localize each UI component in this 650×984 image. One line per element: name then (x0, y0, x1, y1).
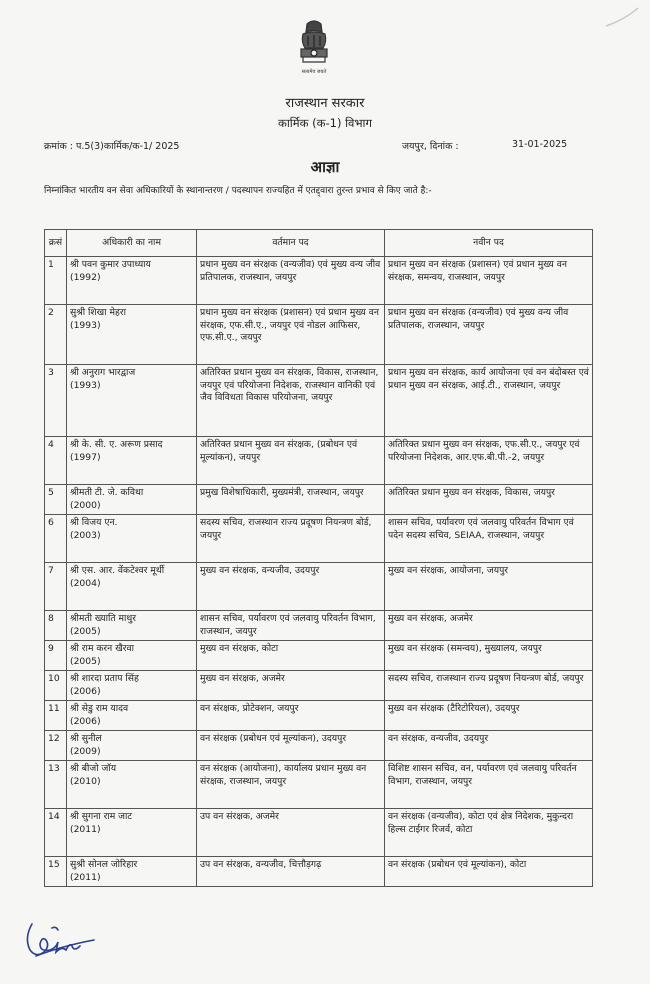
cell-serial-number: 9 (45, 641, 67, 671)
cell-officer (67, 809, 197, 857)
cell-officer (67, 305, 197, 365)
officer-name: श्री अनुराग भारद्वाज (70, 367, 136, 378)
order-date: 31-01-2025 (512, 139, 568, 150)
cell-serial-number: 13 (45, 761, 67, 809)
cell-new-post: प्रधान मुख्य वन संरक्षक (वन्यजीव) एवं मुख्य वन्य जीव प्रतिपालक, राजस्थान, जयपुर (385, 305, 593, 365)
officer-batch-year: (2010) (70, 775, 101, 787)
officer-batch-year: (2004) (70, 577, 101, 589)
cell-current-post: प्रधान मुख्य वन संरक्षक (वन्यजीव) एवं मुख्य वन्य जीव प्रतिपालक, राजस्थान, जयपुर (197, 257, 385, 305)
cell-officer (67, 365, 197, 437)
cell-current-post: अतिरिक्त प्रधान मुख्य वन संरक्षक, (प्रबोधन एवं मूल्यांकन), जयपुर (197, 437, 385, 485)
officer-batch-year: (2011) (70, 823, 101, 835)
officer-name: श्री सुनील (70, 733, 102, 744)
officer-batch-year: (2000) (70, 499, 101, 511)
cell-current-post: मुख्य वन संरक्षक, अजमेर (197, 671, 385, 701)
officer-batch-year: (1993) (70, 379, 101, 391)
table-row (45, 563, 593, 611)
cell-officer (67, 257, 197, 305)
cell-current-post: उप वन संरक्षक, अजमेर (197, 809, 385, 857)
table-row (45, 305, 593, 365)
table-row (45, 731, 593, 761)
cell-serial-number: 8 (45, 611, 67, 641)
cell-current-post: शासन सचिव, पर्यावरण एवं जलवायु परिवर्तन विभाग, राजस्थान, जयपुर (197, 611, 385, 641)
cell-new-post: वन संरक्षक (प्रबोधन एवं मूल्यांकन), कोटा (385, 857, 593, 887)
cell-new-post: प्रधान मुख्य वन संरक्षक, कार्य आयोजना एवं वन बंदोबस्त एवं प्रधान मुख्य वन संरक्षक, आई.टी., राजस्थान, जयपुर (385, 365, 593, 437)
table-row (45, 641, 593, 671)
officer-batch-year: (2006) (70, 715, 101, 727)
officer-name: श्रीमती ख्याति माथुर (70, 613, 137, 624)
table-row (45, 257, 593, 305)
order-intro: निम्नांकित भारतीय वन सेवा अधिकारियों के स्थानान्तरण / पदस्थापन राज्यहित में एतद्द्वारा तुरन्त प्रभाव से किए जाते है:- (44, 186, 432, 196)
cell-officer (67, 701, 197, 731)
cell-new-post: वन संरक्षक (वन्यजीव), कोटा एवं क्षेत्र निदेशक, मुकुन्दरा हिल्स टाईगर रिजर्व, कोटा (385, 809, 593, 857)
officer-name: श्री बीजो जॉय (70, 763, 117, 774)
column-header-new-post: नवीन पद (385, 230, 593, 257)
table-row (45, 485, 593, 515)
cell-officer (67, 485, 197, 515)
column-header-name: अधिकारी का नाम (67, 230, 197, 257)
cell-serial-number: 5 (45, 485, 67, 515)
cell-new-post: विशिष्ट शासन सचिव, वन, पर्यावरण एवं जलवायु परिवर्तन विभाग, राजस्थान, जयपुर (385, 761, 593, 809)
officer-batch-year: (1993) (70, 319, 101, 331)
cell-serial-number: 10 (45, 671, 67, 701)
table-row (45, 761, 593, 809)
cell-serial-number: 7 (45, 563, 67, 611)
cell-serial-number: 1 (45, 257, 67, 305)
department-title: कार्मिक (क-1) विभाग (278, 116, 372, 130)
officer-name: श्री सेडु राम यादव (70, 703, 129, 714)
cell-new-post: अतिरिक्त प्रधान मुख्य वन संरक्षक, विकास, जयपुर (385, 485, 593, 515)
signature-image (22, 916, 97, 964)
officer-batch-year: (2011) (70, 871, 101, 883)
officer-batch-year: (1992) (70, 271, 101, 283)
officer-batch-year: (2009) (70, 745, 101, 757)
cell-new-post: मुख्य वन संरक्षक (समन्वय), मुख्यालय, जयपुर (385, 641, 593, 671)
cell-current-post: वन संरक्षक (आयोजना), कार्यालय प्रधान मुख्य वन संरक्षक, राजस्थान, जयपुर (197, 761, 385, 809)
cell-officer (67, 641, 197, 671)
ashoka-emblem-icon (293, 18, 335, 78)
officer-name: श्री एस. आर. वेंकटेश्वर मूर्थी (70, 565, 165, 576)
cell-serial-number: 6 (45, 515, 67, 563)
cell-officer (67, 611, 197, 641)
cell-serial-number: 12 (45, 731, 67, 761)
cell-officer (67, 563, 197, 611)
cell-new-post: मुख्य वन संरक्षक (टैरिटोरियल), उदयपुर (385, 701, 593, 731)
table-row (45, 611, 593, 641)
table-header-row (45, 230, 593, 257)
cell-new-post: मुख्य वन संरक्षक, अजमेर (385, 611, 593, 641)
officer-name: श्री के. सी. ए. अरूण प्रसाद (70, 439, 163, 450)
column-header-current-post: वर्तमान पद (197, 230, 385, 257)
officer-name: श्री शारदा प्रताप सिंह (70, 673, 139, 684)
cell-serial-number: 11 (45, 701, 67, 731)
cell-new-post: प्रधान मुख्य वन संरक्षक (प्रशासन) एवं प्रधान मुख्य वन संरक्षक, समन्वय, राजस्थान, जयपुर (385, 257, 593, 305)
officer-name: श्री पवन कुमार उपाध्याय (70, 259, 151, 270)
officer-batch-year: (2003) (70, 529, 101, 541)
table-row (45, 671, 593, 701)
cell-new-post: शासन सचिव, पर्यावरण एवं जलवायु परिवर्तन विभाग एवं पदेन सदस्य सचिव, SEIAA, राजस्थान, जयपुर (385, 515, 593, 563)
cell-current-post: अतिरिक्त प्रधान मुख्य वन संरक्षक, विकास, राजस्थान, जयपुर एवं परियोजना निदेशक, राजस्थान वानिकी एवं जैव विविधता विकास परियोजना, जयपुर (197, 365, 385, 437)
cell-serial-number: 2 (45, 305, 67, 365)
officer-name: श्री सुगना राम जाट (70, 811, 132, 822)
officer-name: श्री विजय एन. (70, 517, 118, 528)
transfer-table (44, 229, 593, 887)
officer-name: सुश्री शिखा मेहरा (70, 307, 126, 318)
table-row (45, 437, 593, 485)
officer-name: श्री राम करन खैरवा (70, 643, 134, 654)
government-title: राजस्थान सरकार (285, 96, 365, 111)
page-corner-mark (602, 6, 642, 28)
cell-serial-number: 15 (45, 857, 67, 887)
cell-current-post: सदस्य सचिव, राजस्थान राज्य प्रदूषण नियन्त्रण बोर्ड, जयपुर (197, 515, 385, 563)
officer-batch-year: (2006) (70, 685, 101, 697)
reference-number: क्रमांक : प.5(3)कार्मिक/क-1/ 2025 (44, 141, 180, 152)
officer-batch-year: (2005) (70, 655, 101, 667)
column-header-sn: क्रसं (45, 230, 67, 257)
place-label: जयपुर, दिनांक : (402, 141, 459, 152)
officer-batch-year: (2005) (70, 625, 101, 637)
cell-officer (67, 437, 197, 485)
cell-officer (67, 857, 197, 887)
table-row (45, 515, 593, 563)
officer-batch-year: (1997) (70, 451, 101, 463)
cell-officer (67, 761, 197, 809)
cell-serial-number: 3 (45, 365, 67, 437)
table-row (45, 809, 593, 857)
table-row (45, 701, 593, 731)
cell-serial-number: 4 (45, 437, 67, 485)
officer-name: श्रीमती टी. जे. कविथा (70, 487, 144, 498)
cell-new-post: मुख्य वन संरक्षक, आयोजना, जयपुर (385, 563, 593, 611)
cell-current-post: प्रमुख विशेषाधिकारी, मुख्यमंत्री, राजस्थान, जयपुर (197, 485, 385, 515)
cell-current-post: उप वन संरक्षक, वन्यजीव, चित्तौड़गढ़ (197, 857, 385, 887)
officer-name: सुश्री सोनल जोरिहार (70, 859, 138, 870)
cell-officer (67, 731, 197, 761)
cell-officer (67, 671, 197, 701)
cell-new-post: वन संरक्षक, वन्यजीव, उदयपुर (385, 731, 593, 761)
cell-serial-number: 14 (45, 809, 67, 857)
cell-current-post: मुख्य वन संरक्षक, कोटा (197, 641, 385, 671)
cell-new-post: सदस्य सचिव, राजस्थान राज्य प्रदूषण नियन्त्रण बोर्ड, जयपुर (385, 671, 593, 701)
cell-current-post: वन संरक्षक (प्रबोधन एवं मूल्यांकन), उदयपुर (197, 731, 385, 761)
cell-current-post: मुख्य वन संरक्षक, वन्यजीव, उदयपुर (197, 563, 385, 611)
cell-officer (67, 515, 197, 563)
cell-current-post: प्रधान मुख्य वन संरक्षक (प्रशासन) एवं प्रधान मुख्य वन संरक्षक, एफ.सी.ए., जयपुर एवं नोडल आफिसर, एफ.सी.ए., जयपुर (197, 305, 385, 365)
table-body (45, 257, 593, 887)
table-row (45, 857, 593, 887)
order-title: आज्ञा (310, 158, 340, 176)
cell-new-post: अतिरिक्त प्रधान मुख्य वन संरक्षक, एफ.सी.ए., जयपुर एवं परियोजना निदेशक, आर.एफ.बी.पी.-2, जयपुर (385, 437, 593, 485)
cell-current-post: वन संरक्षक, प्रोटेक्शन, जयपुर (197, 701, 385, 731)
table-row (45, 365, 593, 437)
emblem-motto: सत्यमेव जयते (301, 69, 327, 75)
